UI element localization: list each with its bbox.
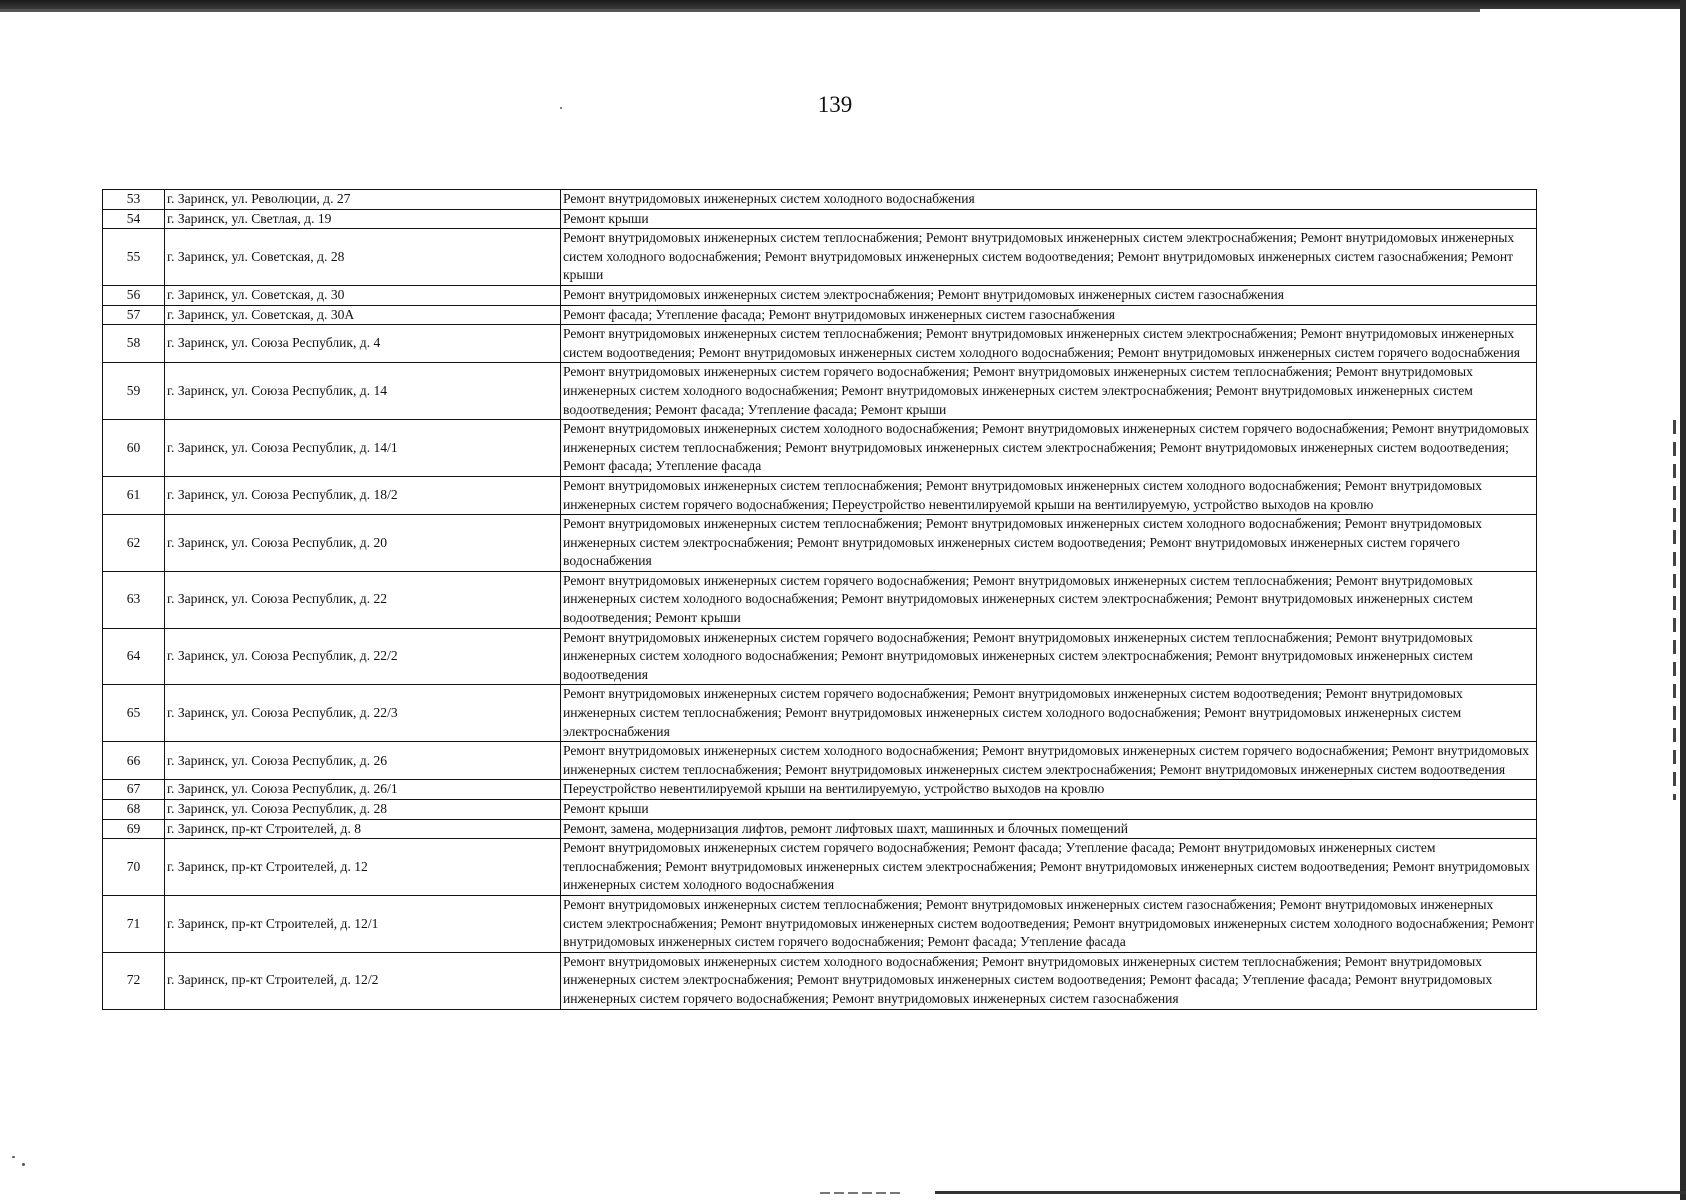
row-works: Ремонт внутридомовых инженерных систем холодного водоснабжения; Ремонт внутридомовых инженерных систем горячего водоснабжения; Ремонт внутридомовых инженерных систем теплоснабжения; Ремонт внутридомовых инженерных систем электроснабжения; Ремонт внутридомовых инженерных систем водоотведения; Ремонт фасада; Утепление фасада xyxy=(561,420,1537,477)
row-works: Ремонт внутридомовых инженерных систем теплоснабжения; Ремонт внутридомовых инженерных систем холодного водоснабжения; Ремонт внутридомовых инженерных систем горячего водоснабжения; Переустройство невентилируемой крыши на вентилируемую, устройство выходов на кровлю xyxy=(561,476,1537,514)
row-number: 60 xyxy=(103,420,165,477)
row-works: Ремонт внутридомовых инженерных систем горячего водоснабжения; Ремонт внутридомовых инженерных систем водоотведения; Ремонт внутридомовых инженерных систем теплоснабжения; Ремонт внутридомовых инженерных систем холодного водоснабжения; Ремонт внутридомовых инженерных систем электроснабжения xyxy=(561,685,1537,742)
registry-rows xyxy=(103,190,1537,1010)
scan-edge-marks xyxy=(1673,420,1676,800)
table-row xyxy=(103,325,1537,363)
row-number: 72 xyxy=(103,952,165,1009)
row-address: г. Заринск, ул. Союза Республик, д. 22 xyxy=(165,571,561,628)
repair-registry-table xyxy=(102,189,1537,1010)
table-row xyxy=(103,952,1537,1009)
table-row xyxy=(103,476,1537,514)
row-number: 69 xyxy=(103,819,165,839)
row-number: 65 xyxy=(103,685,165,742)
scan-border-bottom xyxy=(935,1191,1686,1194)
row-number: 57 xyxy=(103,305,165,325)
row-address: г. Заринск, ул. Союза Республик, д. 26 xyxy=(165,742,561,780)
row-address: г. Заринск, ул. Советская, д. 28 xyxy=(165,229,561,286)
row-number: 67 xyxy=(103,780,165,800)
row-address: г. Заринск, ул. Союза Республик, д. 22/3 xyxy=(165,685,561,742)
row-works: Ремонт внутридомовых инженерных систем теплоснабжения; Ремонт внутридомовых инженерных систем газоснабжения; Ремонт внутридомовых инженерных систем электроснабжения; Ремонт внутридомовых инженерных систем водоотведения; Ремонт внутридомовых инженерных систем холодного водоснабжения; Ремонт внутридомовых инженерных систем горячего водоснабжения; Ремонт фасада; Утепление фасада xyxy=(561,895,1537,952)
row-works: Ремонт внутридомовых инженерных систем горячего водоснабжения; Ремонт внутридомовых инженерных систем теплоснабжения; Ремонт внутридомовых инженерных систем холодного водоснабжения; Ремонт внутридомовых инженерных систем электроснабжения; Ремонт внутридомовых инженерных систем водоотведения; Ремонт фасада; Утепление фасада; Ремонт крыши xyxy=(561,363,1537,420)
row-works: Ремонт внутридомовых инженерных систем электроснабжения; Ремонт внутридомовых инженерных систем газоснабжения xyxy=(561,285,1537,305)
table-row xyxy=(103,800,1537,820)
row-number: 66 xyxy=(103,742,165,780)
row-works: Ремонт крыши xyxy=(561,209,1537,229)
table-row xyxy=(103,363,1537,420)
page-number: 139 xyxy=(817,92,853,117)
row-address: г. Заринск, ул. Союза Республик, д. 14/1 xyxy=(165,420,561,477)
row-number: 59 xyxy=(103,363,165,420)
table-row xyxy=(103,515,1537,572)
scan-border-top xyxy=(0,0,1686,9)
table-row xyxy=(103,819,1537,839)
row-address: г. Заринск, ул. Союза Республик, д. 20 xyxy=(165,515,561,572)
row-number: 56 xyxy=(103,285,165,305)
row-works: Ремонт внутридомовых инженерных систем горячего водоснабжения; Ремонт внутридомовых инженерных систем теплоснабжения; Ремонт внутридомовых инженерных систем холодного водоснабжения; Ремонт внутридомовых инженерных систем электроснабжения; Ремонт внутридомовых инженерных систем водоотведения; Ремонт крыши xyxy=(561,571,1537,628)
scan-speck xyxy=(12,1156,15,1158)
row-address: г. Заринск, ул. Союза Республик, д. 18/2 xyxy=(165,476,561,514)
table-row xyxy=(103,305,1537,325)
row-works: Ремонт внутридомовых инженерных систем холодного водоснабжения; Ремонт внутридомовых инженерных систем теплоснабжения; Ремонт внутридомовых инженерных систем электроснабжения; Ремонт внутридомовых инженерных систем водоотведения; Ремонт фасада; Утепление фасада; Ремонт внутридомовых инженерных систем горячего водоснабжения; Ремонт внутридомовых инженерных систем газоснабжения xyxy=(561,952,1537,1009)
row-address: г. Заринск, ул. Союза Республик, д. 22/2 xyxy=(165,628,561,685)
row-works: Ремонт внутридомовых инженерных систем теплоснабжения; Ремонт внутридомовых инженерных систем электроснабжения; Ремонт внутридомовых инженерных систем водоотведения; Ремонт внутридомовых инженерных систем холодного водоснабжения; Ремонт внутридомовых инженерных систем горячего водоснабжения xyxy=(561,325,1537,363)
table-row xyxy=(103,742,1537,780)
row-address: г. Заринск, ул. Союза Республик, д. 28 xyxy=(165,800,561,820)
row-works: Ремонт внутридомовых инженерных систем теплоснабжения; Ремонт внутридомовых инженерных систем электроснабжения; Ремонт внутридомовых инженерных систем холодного водоснабжения; Ремонт внутридомовых инженерных систем водоотведения; Ремонт внутридомовых инженерных систем газоснабжения; Ремонт крыши xyxy=(561,229,1537,286)
table-row xyxy=(103,190,1537,210)
scan-border-top-shadow xyxy=(0,9,1480,12)
table-row xyxy=(103,780,1537,800)
row-number: 54 xyxy=(103,209,165,229)
row-number: 61 xyxy=(103,476,165,514)
row-number: 64 xyxy=(103,628,165,685)
row-number: 71 xyxy=(103,895,165,952)
row-address: г. Заринск, ул. Советская, д. 30А xyxy=(165,305,561,325)
row-number: 68 xyxy=(103,800,165,820)
row-address: г. Заринск, ул. Советская, д. 30 xyxy=(165,285,561,305)
row-works: Ремонт внутридомовых инженерных систем горячего водоснабжения; Ремонт внутридомовых инженерных систем теплоснабжения; Ремонт внутридомовых инженерных систем холодного водоснабжения; Ремонт внутридомовых инженерных систем электроснабжения; Ремонт внутридомовых инженерных систем водоотведения xyxy=(561,628,1537,685)
row-works: Ремонт внутридомовых инженерных систем холодного водоснабжения; Ремонт внутридомовых инженерных систем горячего водоснабжения; Ремонт внутридомовых инженерных систем теплоснабжения; Ремонт внутридомовых инженерных систем электроснабжения; Ремонт внутридомовых инженерных систем водоотведения xyxy=(561,742,1537,780)
table-row xyxy=(103,420,1537,477)
table-row xyxy=(103,571,1537,628)
row-works: Ремонт крыши xyxy=(561,800,1537,820)
row-number: 62 xyxy=(103,515,165,572)
row-number: 63 xyxy=(103,571,165,628)
scan-speck xyxy=(560,107,562,109)
row-number: 70 xyxy=(103,839,165,896)
table-row xyxy=(103,229,1537,286)
row-address: г. Заринск, пр-кт Строителей, д. 8 xyxy=(165,819,561,839)
scan-speck xyxy=(22,1163,25,1166)
row-address: г. Заринск, пр-кт Строителей, д. 12/1 xyxy=(165,895,561,952)
row-address: г. Заринск, ул. Союза Республик, д. 4 xyxy=(165,325,561,363)
table-row xyxy=(103,209,1537,229)
row-address: г. Заринск, ул. Союза Республик, д. 14 xyxy=(165,363,561,420)
row-works: Ремонт внутридомовых инженерных систем холодного водоснабжения xyxy=(561,190,1537,210)
row-address: г. Заринск, пр-кт Строителей, д. 12/2 xyxy=(165,952,561,1009)
row-works: Ремонт внутридомовых инженерных систем горячего водоснабжения; Ремонт фасада; Утепление фасада; Ремонт внутридомовых инженерных систем теплоснабжения; Ремонт внутридомовых инженерных систем электроснабжения; Ремонт внутридомовых инженерных систем водоотведения; Ремонт внутридомовых инженерных систем холодного водоснабжения xyxy=(561,839,1537,896)
row-address: г. Заринск, ул. Революции, д. 27 xyxy=(165,190,561,210)
table-row xyxy=(103,685,1537,742)
row-number: 55 xyxy=(103,229,165,286)
row-number: 53 xyxy=(103,190,165,210)
table-row xyxy=(103,628,1537,685)
row-works: Ремонт, замена, модернизация лифтов, ремонт лифтовых шахт, машинных и блочных помещений xyxy=(561,819,1537,839)
scan-border-right xyxy=(1680,0,1686,1200)
row-works: Переустройство невентилируемой крыши на вентилируемую, устройство выходов на кровлю xyxy=(561,780,1537,800)
row-address: г. Заринск, пр-кт Строителей, д. 12 xyxy=(165,839,561,896)
row-address: г. Заринск, ул. Светлая, д. 19 xyxy=(165,209,561,229)
row-works: Ремонт фасада; Утепление фасада; Ремонт внутридомовых инженерных систем газоснабжения xyxy=(561,305,1537,325)
table-row xyxy=(103,285,1537,305)
scan-dash-bottom xyxy=(820,1192,900,1194)
row-address: г. Заринск, ул. Союза Республик, д. 26/1 xyxy=(165,780,561,800)
row-works: Ремонт внутридомовых инженерных систем теплоснабжения; Ремонт внутридомовых инженерных систем холодного водоснабжения; Ремонт внутридомовых инженерных систем электроснабжения; Ремонт внутридомовых инженерных систем водоотведения; Ремонт внутридомовых инженерных систем горячего водоснабжения xyxy=(561,515,1537,572)
table-row xyxy=(103,839,1537,896)
row-number: 58 xyxy=(103,325,165,363)
table-row xyxy=(103,895,1537,952)
